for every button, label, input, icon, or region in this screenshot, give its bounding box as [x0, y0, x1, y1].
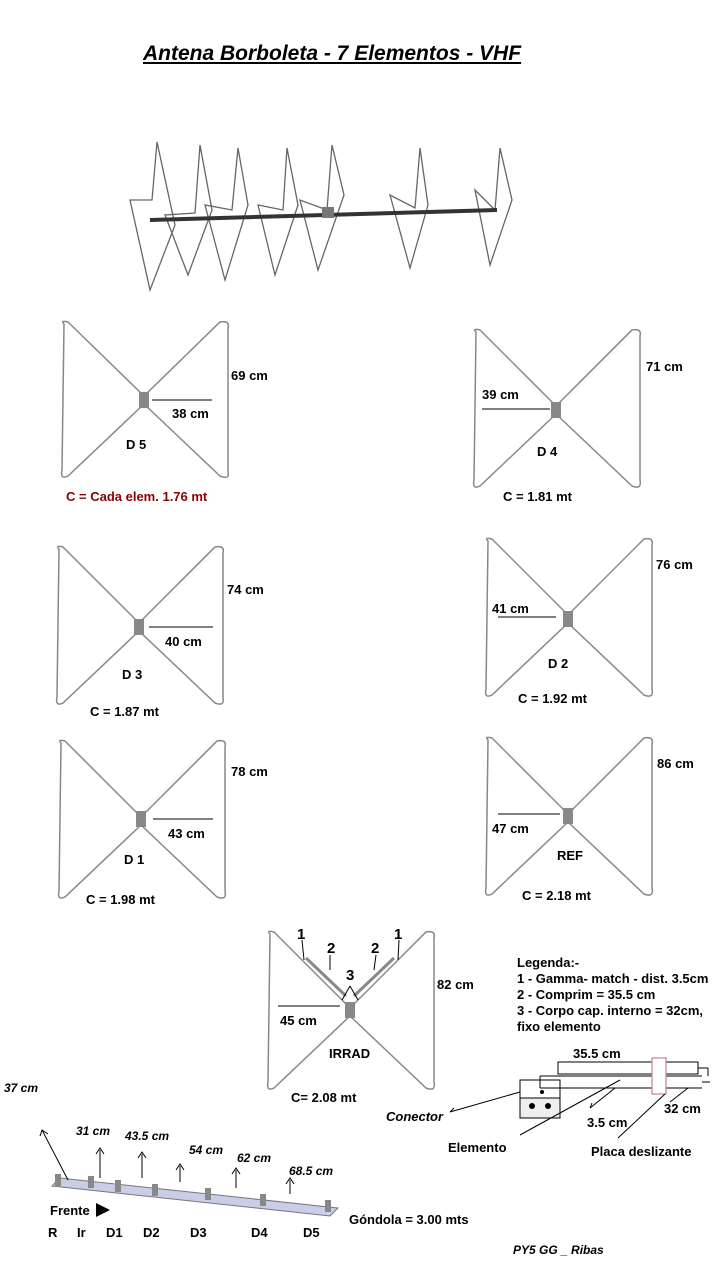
page-title: Antena Borboleta - 7 Elementos - VHF	[143, 42, 522, 65]
element-d2-name: D 2	[548, 656, 569, 671]
element-d4-perimeter: C = 1.81 mt	[503, 489, 573, 504]
boom-label-ir: Ir	[77, 1225, 86, 1240]
element-d3-height: 74 cm	[227, 582, 264, 597]
element-irrad-drawing	[266, 930, 438, 1092]
element-d2-drawing	[484, 537, 654, 699]
boom-label-d1: D1	[106, 1225, 123, 1240]
element-d3-perimeter: C = 1.87 mt	[90, 704, 160, 719]
gamma-inner-length: 32 cm	[664, 1101, 701, 1116]
irrad-marker-2-left: 2	[327, 940, 336, 957]
boom-label-d2: D2	[143, 1225, 160, 1240]
element-d3-name: D 3	[122, 667, 143, 682]
boom-label-r: R	[48, 1225, 58, 1240]
gamma-connector-label: Conector	[386, 1109, 444, 1124]
spacing-4: 54 cm	[189, 1143, 224, 1157]
element-irrad-name: IRRAD	[329, 1046, 371, 1061]
spacing-2: 31 cm	[76, 1124, 111, 1138]
element-d5-drawing	[60, 320, 232, 480]
spacing-6: 68.5 cm	[289, 1164, 334, 1178]
gondola-length: Góndola = 3.00 mts	[349, 1212, 469, 1227]
irrad-marker-1-right: 1	[394, 926, 403, 943]
antenna-perspective-drawing	[0, 0, 723, 300]
irrad-marker-1-left: 1	[297, 926, 306, 943]
element-d2-height: 76 cm	[656, 557, 693, 572]
legend-item-1: 1 - Gamma- match - dist. 3.5cm	[517, 971, 709, 986]
gamma-slider-label: Placa deslizante	[591, 1144, 692, 1159]
element-ref-height: 86 cm	[657, 756, 694, 771]
front-label: Frente	[50, 1203, 90, 1218]
element-irrad-half: 45 cm	[280, 1013, 317, 1028]
element-ref-name: REF	[557, 848, 583, 863]
boom-label-d4: D4	[251, 1225, 268, 1240]
element-d3-half: 40 cm	[165, 634, 202, 649]
gamma-length: 35.5 cm	[573, 1046, 621, 1061]
author-signature: PY5 GG _ Ribas	[513, 1243, 604, 1257]
element-ref-perimeter: C = 2.18 mt	[522, 888, 592, 903]
element-d5-height: 69 cm	[231, 368, 268, 383]
element-d3-drawing	[55, 545, 227, 707]
element-d2-half: 41 cm	[492, 601, 529, 616]
element-d1-drawing	[57, 739, 229, 901]
element-d4-height: 71 cm	[646, 359, 683, 374]
spacing-1: 37 cm	[4, 1081, 39, 1095]
legend-item-2: 2 - Comprim = 35.5 cm	[517, 987, 656, 1002]
boom-drawing	[0, 1090, 350, 1220]
element-d1-height: 78 cm	[231, 764, 268, 779]
gamma-element-label: Elemento	[448, 1140, 507, 1155]
element-d5-perimeter: C = Cada elem. 1.76 mt	[66, 489, 208, 504]
legend-item-4: fixo elemento	[517, 1019, 601, 1034]
element-ref-half: 47 cm	[492, 821, 529, 836]
legend	[517, 955, 708, 1035]
element-d1-name: D 1	[124, 852, 145, 867]
irrad-marker-2-right: 2	[371, 940, 380, 957]
gamma-distance: 3.5 cm	[587, 1115, 628, 1130]
legend-title: Legenda:-	[517, 955, 580, 970]
element-d2-perimeter: C = 1.92 mt	[518, 691, 588, 706]
element-d4-half: 39 cm	[482, 387, 519, 402]
spacing-5: 62 cm	[237, 1151, 272, 1165]
element-d1-half: 43 cm	[168, 826, 205, 841]
irrad-marker-3: 3	[346, 967, 355, 984]
element-d4-name: D 4	[537, 444, 558, 459]
element-irrad-perimeter: C= 2.08 mt	[291, 1090, 357, 1105]
boom-label-d5: D5	[303, 1225, 320, 1240]
boom-label-d3: D3	[190, 1225, 207, 1240]
element-d1-perimeter: C = 1.98 mt	[86, 892, 156, 907]
element-irrad-height: 82 cm	[437, 977, 474, 992]
legend-item-3: 3 - Corpo cap. interno = 32cm,	[517, 1003, 704, 1018]
element-d5-name: D 5	[126, 437, 147, 452]
element-d4-drawing	[472, 328, 642, 490]
spacing-3: 43.5 cm	[125, 1129, 170, 1143]
element-d5-half: 38 cm	[172, 406, 209, 421]
element-ref-drawing	[484, 736, 656, 898]
